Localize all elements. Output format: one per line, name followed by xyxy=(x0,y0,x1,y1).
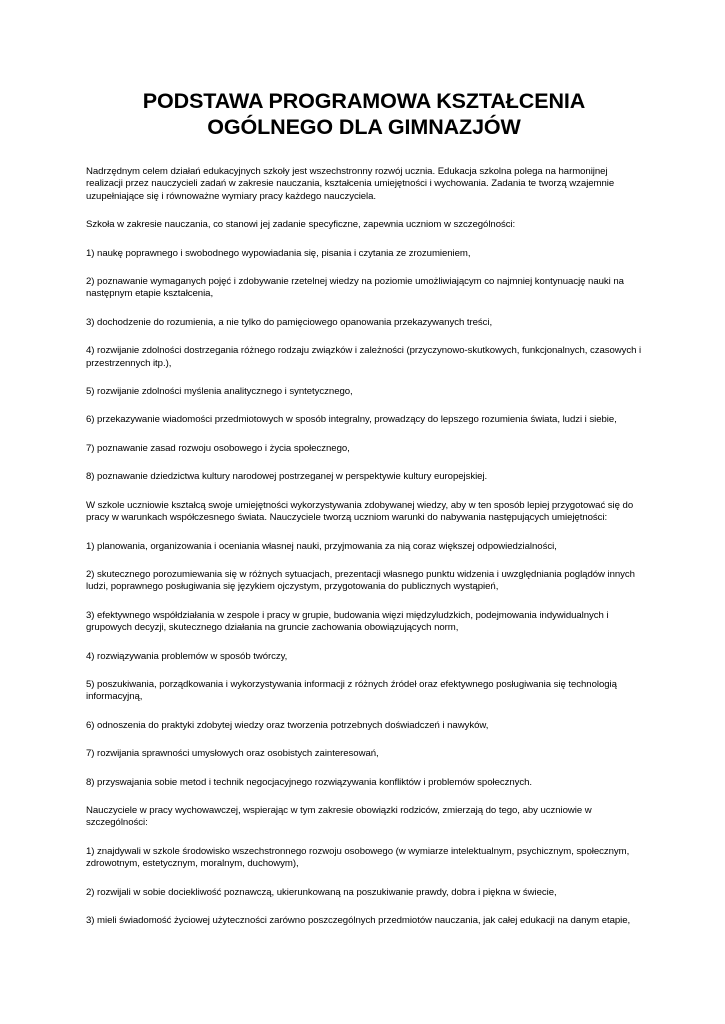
document-title xyxy=(86,88,642,140)
list-item: 8) przyswajania sobie metod i technik negocjacyjnego rozwiązywania konfliktów i problemów społecznych. xyxy=(86,776,533,788)
list-item: 6) przekazywanie wiadomości przedmiotowych w sposób integralny, prowadzący do lepszego rozumienia świata, ludzi i siebie, xyxy=(86,414,617,426)
list-item: 5) poszukiwania, porządkowania i wykorzystywania informacji z różnych źródeł oraz efektywnego posługiwania się technologią informacyjną, xyxy=(86,678,617,703)
list-item: 3) efektywnego współdziałania w zespole i pracy w grupie, budowania więzi międzyludzkich, podejmowania indywidualnych i grupowych decyzji, skutecznego działania na gruncie zachowania obowiązujących norm, xyxy=(86,609,609,634)
list-item: 5) rozwijanie zdolności myślenia analitycznego i syntetycznego, xyxy=(86,386,353,398)
list-item: 1) znajdywali w szkole środowisko wszechstronnego rozwoju osobowego (w wymiarze intelektualnym, psychicznym, społecznym, zdrowotnym, estetycznym, moralnym, duchowym), xyxy=(86,845,630,870)
list-item: 1) naukę poprawnego i swobodnego wypowiadania się, pisania i czytania ze zrozumieniem, xyxy=(86,247,471,259)
list-item: 8) poznawanie dziedzictwa kultury narodowej postrzeganej w perspektywie kultury europejskiej. xyxy=(86,471,488,483)
list-item: 7) poznawanie zasad rozwoju osobowego i życia społecznego, xyxy=(86,442,350,454)
paragraph: Nauczyciele w pracy wychowawczej, wspierając w tym zakresie obowiązki rodziców, zmierzają do tego, aby uczniowie w szczególności: xyxy=(86,804,592,829)
list-item: 2) poznawanie wymaganych pojęć i zdobywanie rzetelnej wiedzy na poziomie umożliwiającym co najmniej kontynuację nauki na następnym etapie kształcenia, xyxy=(86,276,624,300)
document-page xyxy=(86,88,642,943)
paragraph: Szkoła w zakresie nauczania, co stanowi jej zadanie specyficzne, zapewnia uczniom w szczególności: xyxy=(86,219,516,231)
title-line-1: PODSTAWA PROGRAMOWA KSZTAŁCENIA xyxy=(142,89,586,113)
paragraph: Nadrzędnym celem działań edukacyjnych szkoły jest wszechstronny rozwój ucznia. Edukacja szkolna polega na harmonijnej realizacji przez nauczycieli zadań w zakresie nauczania, kształcenia umiejętności i wychowania. Zadania te tworzą wzajemnie uzupełniające się i równoważne wymiary pracy każdego nauczyciela. xyxy=(86,166,615,202)
list-item: 4) rozwijanie zdolności dostrzegania różnego rodzaju związków i zależności (przyczynowo-skutkowych, funkcjonalnych, czasowych i przestrzennych itp.), xyxy=(86,345,642,369)
list-item: 3) dochodzenie do rozumienia, a nie tylko do pamięciowego opanowania przekazywanych treści, xyxy=(86,316,493,328)
list-item: 1) planowania, organizowania i oceniania własnej nauki, przyjmowania za nią coraz większej odpowiedzialności, xyxy=(86,540,557,552)
list-item: 2) skutecznego porozumiewania się w różnych sytuacjach, prezentacji własnego punktu widzenia i uwzględniania poglądów innych ludzi, poprawnego posługiwania się językiem ojczystym, przygotowania do publicznych wystąpień, xyxy=(86,568,635,593)
list-item: 3) mieli świadomość życiowej użyteczności zarówno poszczególnych przedmiotów nauczania, jak całej edukacji na danym etapie, xyxy=(86,915,631,926)
title-line-2: OGÓLNEGO DLA GIMNAZJÓW xyxy=(207,115,521,139)
list-item: 7) rozwijania sprawności umysłowych oraz osobistych zainteresowań, xyxy=(86,748,379,760)
document-body xyxy=(86,166,642,927)
list-item: 2) rozwijali w sobie dociekliwość poznawczą, ukierunkowaną na poszukiwanie prawdy, dobra i piękna w świecie, xyxy=(86,886,557,898)
paragraph: W szkole uczniowie kształcą swoje umiejętności wykorzystywania zdobywanej wiedzy, aby w ten sposób lepiej przygotować się do pracy w warunkach współczesnego świata. Nauczyciele tworzą uczniom warunki do nabywania następujących umiejętności: xyxy=(86,499,634,524)
list-item: 4) rozwiązywania problemów w sposób twórczy, xyxy=(86,650,288,662)
list-item: 6) odnoszenia do praktyki zdobytej wiedzy oraz tworzenia potrzebnych doświadczeń i nawyków, xyxy=(86,719,489,731)
